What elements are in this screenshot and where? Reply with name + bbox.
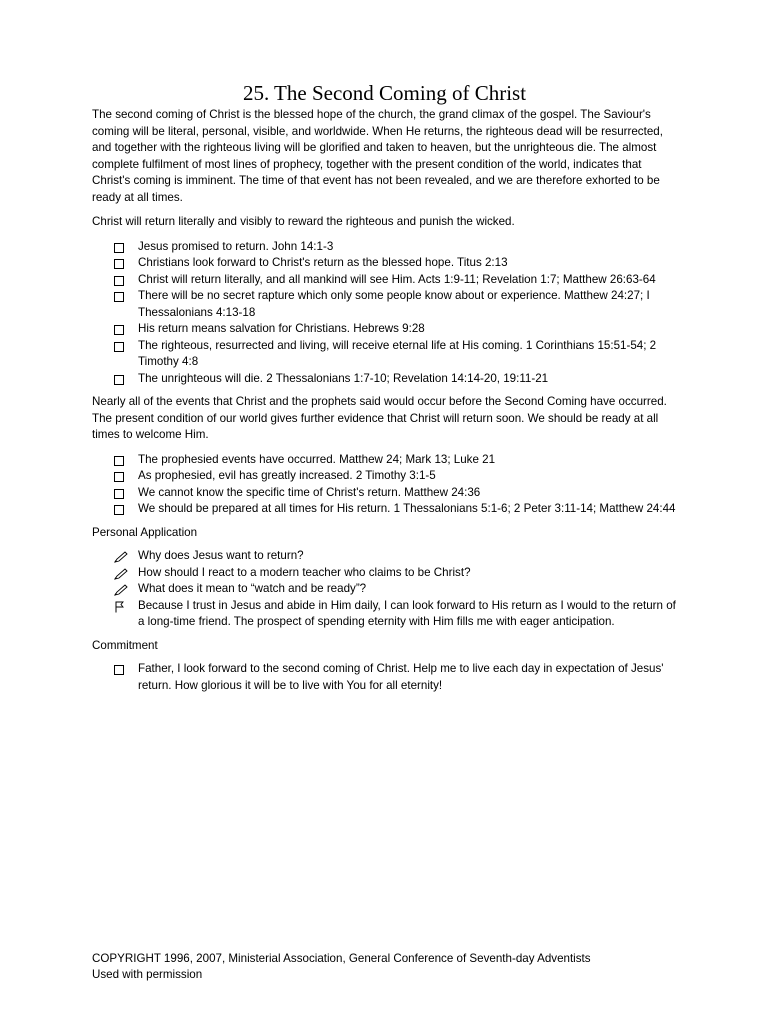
checkbox-icon [114,292,124,302]
pencil-icon [114,551,124,561]
list-item-text: How should I react to a modern teacher who claims to be Christ? [138,565,471,579]
list-item [92,661,677,694]
list-item-text: Why does Jesus want to return? [138,549,304,562]
list-item-text: We cannot know the specific time of Christ's return. Matthew 24:36 [138,485,481,499]
list-item-text: What does it mean to “watch and be ready”? [138,582,367,595]
intro-paragraph: The second coming of Christ is the blessed hope of the church, the grand climax of the gospel. The Saviour's coming will be literal, personal, visible, and worldwide. When He returns, the righteous dead will be resurrected, and together with the righteous living will be glorified and taken to heaven, but the unrighteous die. The almost complete fulfilment of most lines of prophecy, together with the present condition of the world, indicates that Christ's coming is imminent. The time of that event has not been revealed, and we are therefore exhorted to be ready at all times. [92,108,663,204]
checkbox-icon [114,342,124,352]
footer [92,951,692,983]
list-item [92,581,677,598]
list-item [92,565,677,582]
list-item-text: Jesus promised to return. John 14:1-3 [138,239,334,253]
list-item [92,371,677,388]
list-item-text: Christ will return literally, and all mankind will see Him. Acts 1:9-11; Revelation 1:7; Matthew 26:63-64 [138,272,656,286]
list-item [92,338,677,371]
checkbox-icon [114,375,124,385]
copyright-text: COPYRIGHT 1996, 2007, Ministerial Association, General Conference of Seventh-day Adventists [92,952,591,965]
document-page [92,80,677,701]
application-list [92,548,677,631]
list-item-text: The prophesied events have occurred. Matthew 24; Mark 13; Luke 21 [138,452,496,466]
list-item-text: Christians look forward to Christ's return as the blessed hope. Titus 2:13 [138,256,508,269]
section2-lead: Nearly all of the events that Christ and the prophets said would occur before the Second Coming have occurred. The present condition of our world gives further evidence that Christ will return soon. We should be ready at all times to welcome Him. [92,395,667,441]
checkbox-icon [114,325,124,335]
list-item-text: Father, I look forward to the second coming of Christ. Help me to live each day in expectation of Jesus' return. How glorious it will be to live with You for all eternity! [138,662,664,692]
flag-icon [114,601,124,611]
list-item [92,452,677,469]
checkbox-icon [114,505,124,515]
section1-list [92,239,677,388]
list-item-text: As prophesied, evil has greatly increased. 2 Timothy 3:1-5 [138,469,436,482]
checkbox-icon [114,472,124,482]
list-item-text: We should be prepared at all times for His return. 1 Thessalonians 5:1-6; 2 Peter 3:11-14; Matthew 24:44 [138,502,676,515]
list-item-text: The righteous, resurrected and living, will receive eternal life at His coming. 1 Corinthians 15:51-54; 2 Timothy 4:8 [138,338,657,368]
section1-lead: Christ will return literally and visibly to reward the righteous and punish the wicked. [92,215,515,228]
application-heading: Personal Application [92,525,198,539]
checkbox-icon [114,665,124,675]
checkbox-icon [114,243,124,253]
checkbox-icon [114,276,124,286]
list-item [92,598,677,631]
pencil-icon [114,584,124,594]
commitment-heading: Commitment [92,638,158,652]
list-item-text: Because I trust in Jesus and abide in Him daily, I can look forward to His return as I would to the return of a long-time friend. The prospect of spending eternity with Him fills me with eager anticipation. [138,598,676,628]
list-item-text: The unrighteous will die. 2 Thessalonians 1:7-10; Revelation 14:14-20, 19:11-21 [138,371,549,385]
list-item [92,501,677,518]
list-item [92,272,677,289]
list-item [92,468,677,485]
permission-text: Used with permission [92,968,203,981]
page-title: 25. The Second Coming of Christ [242,81,527,105]
list-item [92,255,677,272]
list-item [92,288,677,321]
list-item-text: His return means salvation for Christians. Hebrews 9:28 [138,322,425,335]
list-item [92,321,677,338]
list-item-text: There will be no secret rapture which only some people know about or experience. Matthew 24:27; I Thessalonians 4:13-18 [138,289,650,319]
checkbox-icon [114,259,124,269]
checkbox-icon [114,489,124,499]
list-item [92,548,677,565]
pencil-icon [114,568,124,578]
list-item [92,239,677,256]
checkbox-icon [114,456,124,466]
commitment-list [92,661,677,694]
list-item [92,485,677,502]
section2-list [92,452,677,518]
